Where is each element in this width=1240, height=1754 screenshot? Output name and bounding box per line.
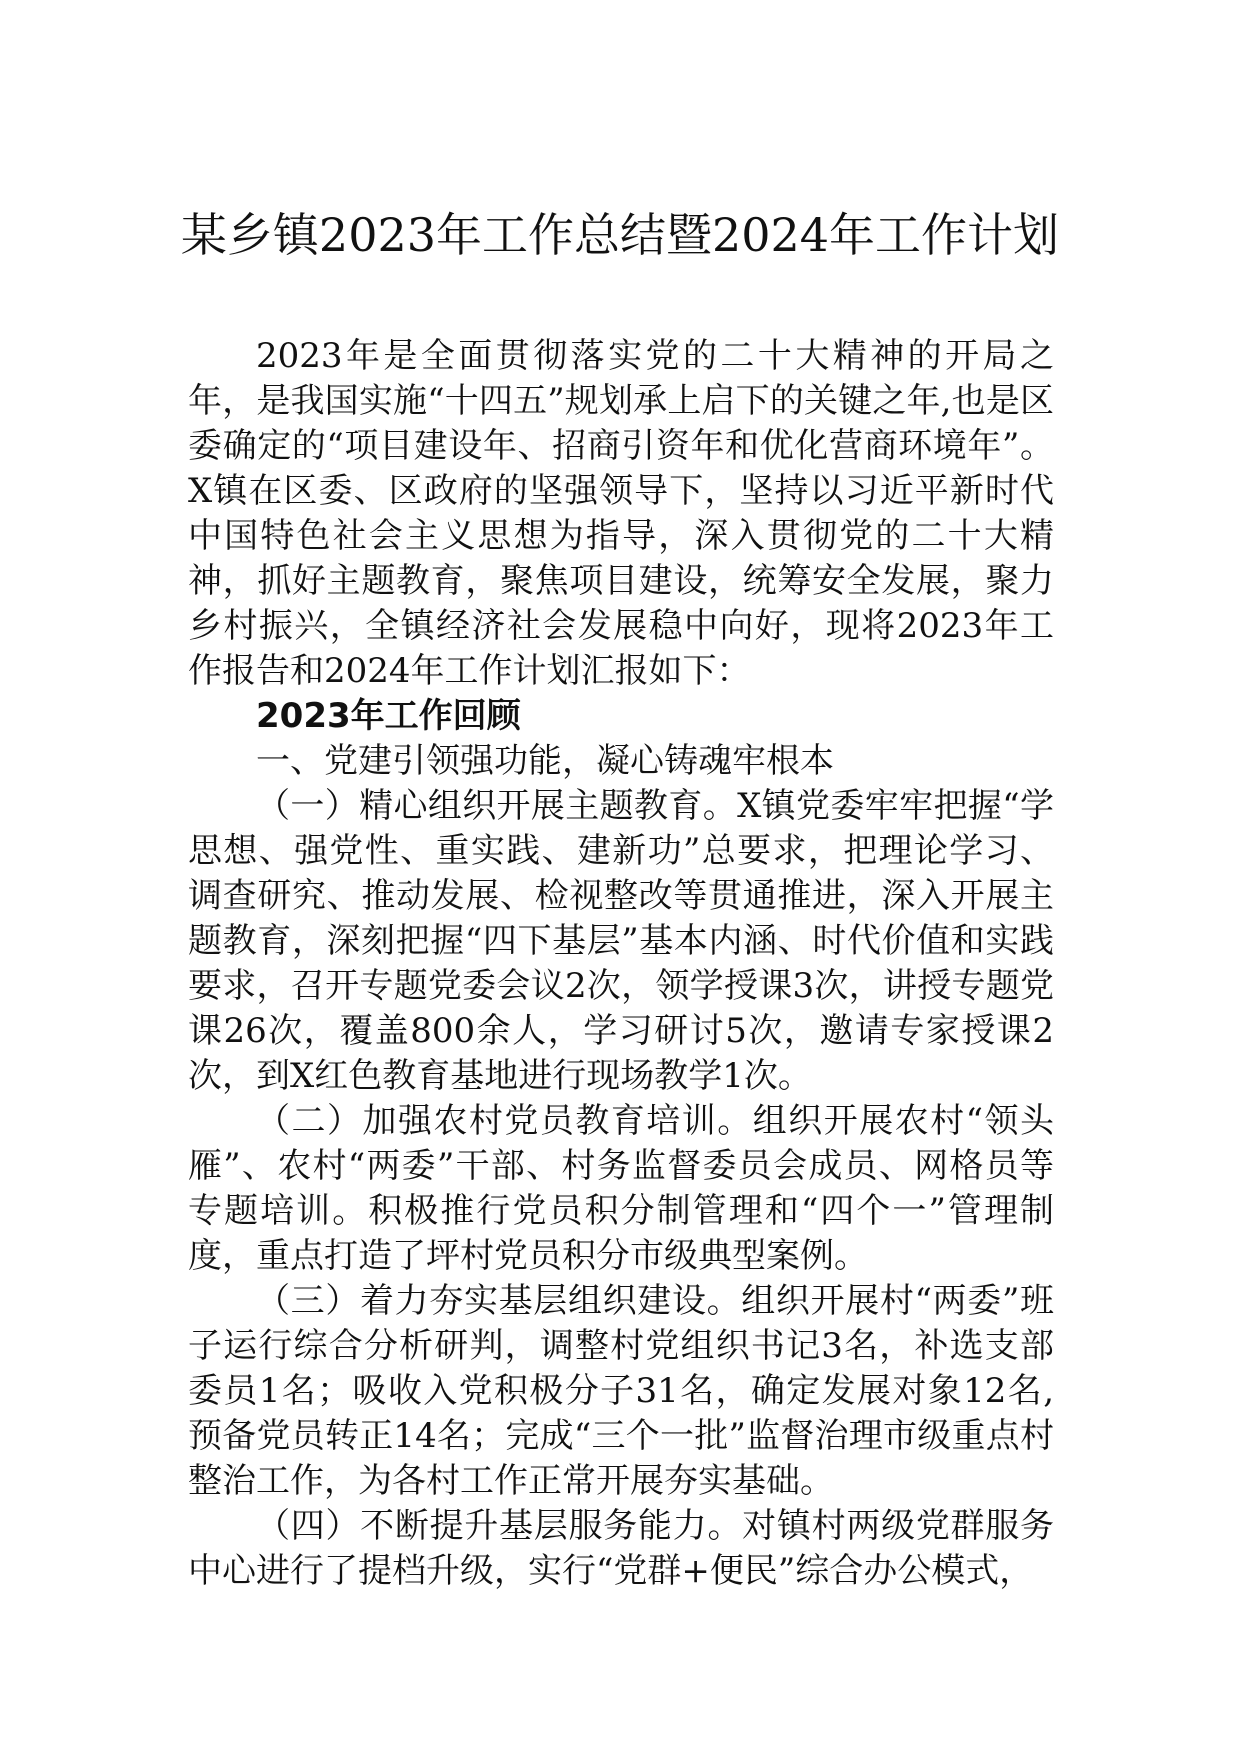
- item-paragraph-2: （二）加强农村党员教育培训。组织开展农村“领头雁”、农村“两委”干部、村务监督委员会成员、网格员等专题培训。积极推行党员积分制管理和“四个一”管理制度，重点打造了坪村党员积分市级典型案例。: [188, 1101, 1054, 1276]
- item-paragraph-1: （一）精心组织开展主题教育。X镇党委牢牢把握“学思想、强党性、重实践、建新功”总要求，把理论学习、调查研究、推动发展、检视整改等贯通推进，深入开展主题教育，深刻把握“四下基层”基本内涵、时代价值和实践要求，召开专题党委会议2次，领学授课3次，讲授专题党课26次，覆盖800余人，学习研讨5次，邀请专家授课2次，到X红色教育基地进行现场教学1次。: [188, 786, 1054, 1096]
- review-heading: 2023年工作回顾: [256, 696, 521, 736]
- item-paragraph-3: （三）着力夯实基层组织建设。组织开展村“两委”班子运行综合分析研判，调整村党组织书记3名，补选支部委员1名；吸收入党积极分子31名，确定发展对象12名,预备党员转正14名；完成“三个一批”监督治理市级重点村整治工作，为各村工作正常开展夯实基础。: [188, 1281, 1054, 1501]
- document-title: 某乡镇2023年工作总结暨2024年工作计划: [180, 208, 1060, 262]
- intro-paragraph: 2023年是全面贯彻落实党的二十大精神的开局之年，是我国实施“十四五”规划承上启下的关键之年,也是区委确定的“项目建设年、招商引资年和优化营商环境年”。X镇在区委、区政府的坚强领导下，坚持以习近平新时代中国特色社会主义思想为指导，深入贯彻党的二十大精神，抓好主题教育，聚焦项目建设，统筹安全发展，聚力乡村振兴，全镇经济社会发展稳中向好，现将2023年工作报告和2024年工作计划汇报如下：: [188, 336, 1054, 691]
- document-body: [188, 334, 1054, 1594]
- section-heading: 一、党建引领强功能，凝心铸魂牢根本: [256, 741, 834, 781]
- item-paragraph-4: （四）不断提升基层服务能力。对镇村两级党群服务中心进行了提档升级，实行“党群+便民”综合办公模式，: [188, 1506, 1054, 1591]
